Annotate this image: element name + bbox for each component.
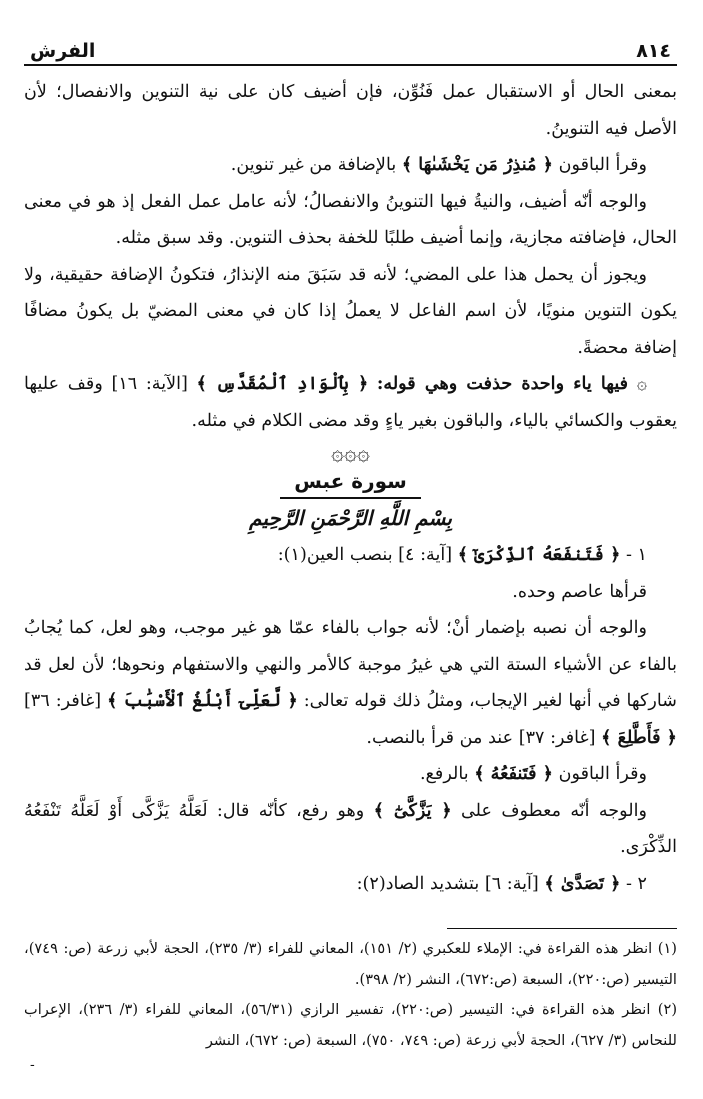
paragraph — [24, 756, 677, 793]
verse-number: ٢ - — [620, 873, 647, 894]
verse-heading — [24, 537, 677, 574]
paragraph: بمعنى الحال أو الاستقبال عمل فَنُوِّن، فإن أضيف كان على نية التنوين والانفصال؛ لأن الأصل فيه التنوينُ. — [24, 82, 677, 139]
trailing-mark: - — [30, 1057, 35, 1073]
paragraph: ويجوز أن يحمل هذا على المضي؛ لأنه قد سَبَقَ منه الإنذارُ، فتكونُ الإضافة حقيقية، ولا يكون التنوين منويًا، لأن اسم الفاعل لا يعملُ إذا كان في معنى المضيّ بل يكونُ مضافًا إضافة محضةً. — [24, 264, 677, 358]
quran-quote: ﴿ فَتَنفَعُهُ ﴾ — [474, 763, 553, 784]
quran-quote: ﴿ يَزَّكَّىٰٓ ﴾ — [373, 799, 452, 821]
verse-number: ١ - — [620, 545, 647, 565]
paragraph — [24, 793, 677, 866]
quran-quote: ﴿ فَتَنفَعَهُ ٱلذِّكْرَىٰٓ ﴾ — [457, 544, 621, 565]
star-divider-icon: ۞۞۞ — [331, 441, 370, 466]
verse-heading — [24, 866, 677, 903]
text-run: [غافر: ٣٧] عند من قرأ بالنصب. — [366, 727, 596, 748]
footnote: (٢) انظر هذه القراءة في: التيسير (ص:٢٢٠)، تفسير الرازي (٥٦/٣١)، المعاني للفراء (٣/ ٢٣٦)، الإعراب للنحاس (٣/ ٦٢٧)، الحجة لأبي زرعة (ص: ٧٤٩، ٧٥٠)، السبعة (ص: ٦٧٢)، النشر — [24, 1001, 678, 1049]
text-run: بالإضافة من غير تنوين. — [230, 155, 397, 175]
text-run: والوجه أن نصبه بإضمار أنْ؛ لأنه جواب بالفاء عمّا هو غير موجب، وهو لعل، كما يُجابُ بالفاء عن الأشياء الستة التي هي غيرُ موجبة كالأمر والنهي والاستفهام ونحوها؛ لأن لعل قد شاركها في أنها لغير الإيجاب، ومثلُ ذلك قوله تعالى: — [24, 618, 677, 711]
quran-quote: ﴿ لَّعَلِّىٓ أَبْلُغُ ٱلْأَسْبَٰبَ ﴾ — [107, 690, 298, 711]
surah-title — [24, 467, 677, 499]
book-page — [24, 28, 677, 1079]
basmala: بِسْمِ اللَّهِ الرَّحْمَنِ الرَّحِيمِ — [249, 506, 452, 530]
text-run: وهو رفع، كأنّه قال: لَعَلَّهُ يَزَّكَّى أَوْ لَعَلَّهُ تَنْفَعُهُ الذِّكْرَى. — [24, 800, 677, 857]
text-run: والوجه أنّه معطوف على — [461, 800, 648, 821]
text-run: بالرفع. — [419, 764, 469, 784]
page-header — [24, 28, 677, 66]
quran-quote: ﴿ تَصَدَّىٰ ﴾ — [544, 872, 621, 894]
text-run: [غافر: ٣٦] — [24, 691, 102, 711]
page-number: ٨١٤ — [636, 40, 671, 62]
quran-quote: ﴿ فَأَطَّلِعَ ﴾ — [601, 726, 677, 748]
section-title: الفرش — [30, 40, 96, 62]
text-run: وقرأ الباقون — [558, 764, 647, 784]
paragraph — [24, 366, 677, 439]
star-ornament-icon: ۞ — [636, 374, 648, 394]
paragraph: والوجه أنّه أضيف، والنيةُ فيها التنوينُ والانفصالُ؛ لأنه عامل عمل الفعل إذ هو في معنى الحال، فإضافته مجازية، وإنما أضيف طلبًا للخفة بحذف التنوين. وقد سبق مثله. — [24, 191, 677, 248]
main-text — [24, 74, 677, 902]
footnote-separator — [447, 928, 677, 929]
text-run: فيها ياء واحدة حذفت وهي قوله: — [376, 373, 629, 394]
paragraph — [24, 610, 677, 756]
paragraph: قرأها عاصم وحده. — [512, 581, 647, 602]
surah-title-text: سورة عبس — [280, 467, 421, 499]
quran-quote: ﴿ بِٱلْوَادِ ٱلْمُقَدَّسِ ﴾ — [196, 373, 369, 394]
paragraph — [24, 147, 677, 184]
footnotes — [24, 934, 677, 1056]
text-run: [آية: ٦] بتشديد الصاد(٢): — [356, 873, 539, 894]
text-run: [آية: ٤] بنصب العين(١): — [277, 545, 453, 565]
text-run: وقرأ الباقون — [558, 155, 647, 175]
quran-quote: ﴿ مُنذِرُ مَن يَخْشَىٰهَا ﴾ — [401, 154, 553, 175]
footnote: (١) انظر هذه القراءة في: الإملاء للعكبري (٢/ ١٥١)، المعاني للفراء (٣/ ٢٣٥)، الحجة لأبي زرعة (ص: ٧٤٩)، التيسير (ص:٢٢٠)، السبعة (ص:٦٧٢)، النشر (٢/ ٣٩٨). — [24, 940, 677, 988]
text-run: [الآية: ١٦] وقف عليها يعقوب والكسائي بالياء، والباقون بغير ياءٍ وقد مضى الكلام في مثله. — [24, 374, 677, 431]
